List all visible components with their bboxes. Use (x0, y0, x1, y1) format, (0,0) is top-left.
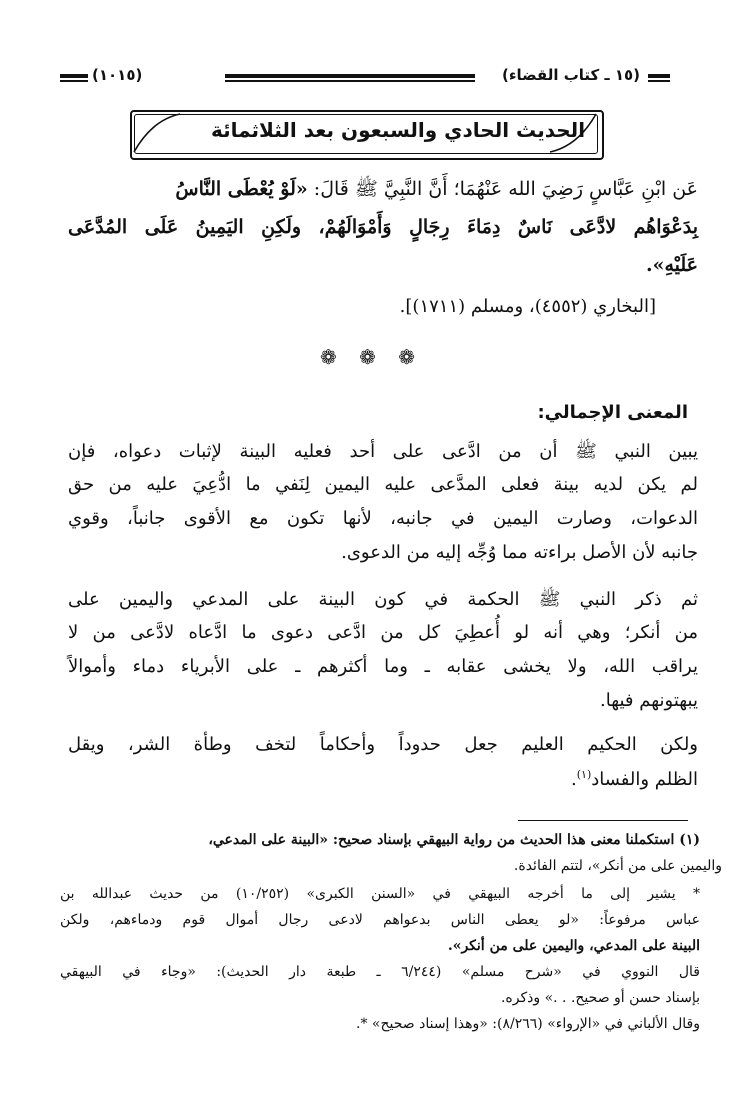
paragraph-2-line-3: يراقب الله، ولا يخشى عقابه ـ وما أكثرهم ـ على الأبرياء دماء وأموالاً (68, 656, 698, 677)
hadith-quote-start: «لَوْ يُعْطَى النَّاسُ (175, 178, 308, 200)
paragraph-1-line-1: يبين النبي ﷺ أن من ادَّعى على أحد فعليه البينة لإثبات دعواه، فإن (68, 441, 698, 462)
footnote-line-8: وقال الألباني في «الإرواء» (٨/٢٦٦): «وهذا إسناد صحيح» *. (356, 1016, 700, 1032)
hadith-title: الحديث الحادي والسبعون بعد الثلاثمائة (210, 118, 586, 142)
hadith-narration: عَن ابْنِ عَبَّاسٍ رَضِيَ الله عَنْهُمَا؛ أَنَّ النَّبِيَّ ﷺ قَالَ: (307, 178, 698, 200)
footnote-line-3: * يشير إلى ما أخرجه البيهقي في «السنن الكبرى» (١٠/٢٥٢) من حديث عبدالله بن (60, 886, 700, 902)
footnote-line-7: بإسناد حسن أو صحيح. . .» وذكره. (500, 990, 700, 1006)
paragraph-2-line-2: من أنكر؛ وهي أنه لو أُعطِيَ كل من ادَّعى دعوى ما ادَّعاه لادَّعى من لا (68, 622, 698, 643)
paragraph-1-line-4: جانبه لأن الأصل براءته مما وُجِّه إليه من الدعوى. (341, 542, 698, 563)
paragraph-3-line-1: ولكن الحكيم العليم جعل حدوداً وأحكاماً لتخف وطأة الشر، ويقل (68, 734, 698, 755)
header-rule-right (648, 74, 670, 82)
paragraph-3-line-2 (68, 768, 698, 790)
paragraph-3-period: . (570, 769, 577, 790)
paragraph-2-line-1: ثم ذكر النبي ﷺ الحكمة في كون البينة على المدعي واليمين على (68, 589, 698, 610)
frame-corner-ornament-left (132, 112, 182, 154)
separator-ornament: ❁ ❁ ❁ (320, 345, 423, 369)
footnote-divider (518, 820, 688, 821)
footnote-line-5: البينة على المدعي، واليمين على من أنكر». (447, 938, 700, 954)
hadith-source: [البخاري (٤٥٥٢)، ومسلم (١٧١١)]. (399, 296, 656, 317)
footnote-line-2: والیمین على من أنكر»، لتتم الفائدة. (513, 858, 722, 874)
hadith-line-1 (68, 172, 698, 206)
paragraph-2-line-4: يبهتونهم فيها. (599, 690, 698, 711)
header-rule-middle (225, 74, 475, 82)
paragraph-1-line-2: لم يكن لديه بينة فعلى المدَّعى عليه اليمين لِنَفي ما ادُّعِيَ عليه من حق (68, 474, 699, 495)
section-heading: المعنى الإجمالي: (537, 402, 688, 423)
chapter-title: (١٥ ـ كتاب القضاء) (501, 66, 640, 84)
page-number: (١٠١٥) (92, 66, 143, 84)
hadith-line-2: بِدَعْوَاهُم لادَّعَى نَاسٌ دِمَاءَ رِجَالٍ وَأَمْوَالَهُمْ، ولَكِنِ اليَمِينُ عَلَى المُدَّعَى (68, 216, 698, 238)
header-rule-left (60, 74, 88, 82)
footnote-line-4: عباس مرفوعاً: «لو يعطى الناس بدعواهم لادعى رجال أموال قوم ودماءهم، ولكن (60, 912, 700, 928)
paragraph-3-text: الظلم والفساد (591, 769, 698, 790)
running-header (60, 66, 670, 92)
hadith-line-3: عَلَيْهِ». (645, 254, 698, 276)
footnote-line-6: قال النووي في «شرح مسلم» (٦/٢٤٤ ـ طبعة دار الحديث): «وجاء في البيهقي (60, 964, 700, 980)
paragraph-1-line-3: الدعوات، وصارت اليمين في جانبه، لأنها تكون مع الأقوى جانباً، وقوي (68, 508, 698, 529)
footnote-marker[interactable]: (١) (576, 768, 592, 781)
footnote-line-1: (١) استكملنا معنى هذا الحديث من رواية البيهقي بإسناد صحيح: «البينة على المدعي، (208, 832, 700, 848)
